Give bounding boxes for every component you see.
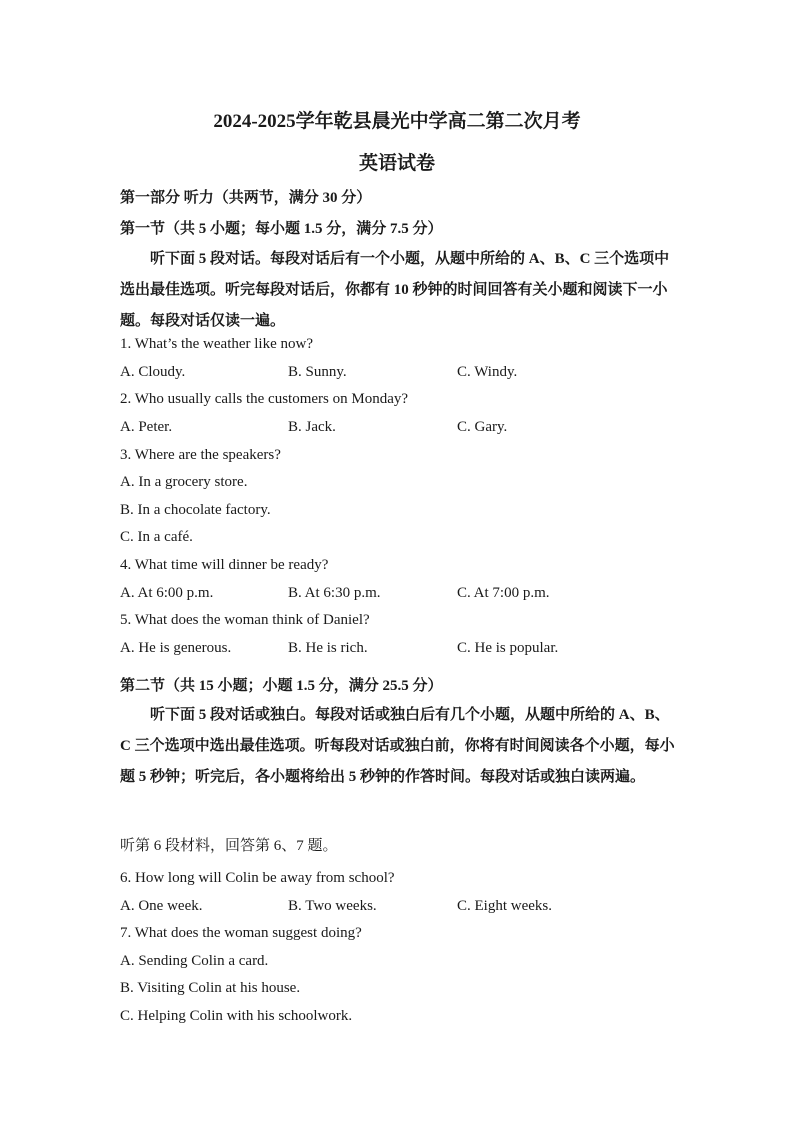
question-6-option-c: C. Eight weeks. bbox=[457, 898, 552, 914]
exam-subtitle: 英语试卷 bbox=[358, 153, 435, 174]
question-2-option-a: A. Peter. bbox=[120, 419, 173, 435]
section1-instructions: 听下面 5 段对话。每段对话后有一个小题，从题中所给的 A、B、C 三个选项中选出最佳选项。听完每段对话后，你都有 10 秒钟的时间回答有关小题和阅读下一小题。每段对话仅读一遍。 bbox=[120, 251, 670, 329]
question-6-option-b: B. Two weeks. bbox=[288, 898, 377, 914]
question-6-stem: 6. How long will Colin be away from school? bbox=[120, 870, 395, 886]
question-6-option-a: A. One week. bbox=[120, 898, 203, 914]
question-7-stem: 7. What does the woman suggest doing? bbox=[120, 925, 362, 941]
exam-title: 2024-2025学年乾县晨光中学高二第二次月考 bbox=[213, 111, 581, 132]
question-3-stem: 3. Where are the speakers? bbox=[120, 447, 281, 463]
material-6-note: 听第 6 段材料，回答第 6、7 题。 bbox=[120, 838, 338, 854]
question-4-option-c: C. At 7:00 p.m. bbox=[457, 585, 550, 601]
question-1-option-c: C. Windy. bbox=[457, 364, 518, 380]
question-7-option-a: A. Sending Colin a card. bbox=[120, 953, 269, 969]
question-1-stem: 1. What’s the weather like now? bbox=[120, 336, 313, 352]
question-3-option-a: A. In a grocery store. bbox=[120, 474, 248, 490]
section1-heading: 第一节（共 5 小题；每小题 1.5 分，满分 7.5 分） bbox=[120, 221, 443, 237]
question-3-option-b: B. In a chocolate factory. bbox=[120, 502, 271, 518]
part1-heading: 第一部分 听力（共两节，满分 30 分） bbox=[120, 190, 372, 206]
question-5-stem: 5. What does the woman think of Daniel? bbox=[120, 612, 370, 628]
question-4-option-a: A. At 6:00 p.m. bbox=[120, 585, 214, 601]
question-5-option-b: B. He is rich. bbox=[288, 640, 368, 656]
section2-instructions: 听下面 5 段对话或独白。每段对话或独白后有几个小题，从题中所给的 A、B、C 三个选项中选出最佳选项。听每段对话或独白前，你将有时间阅读各个小题，每小题 5 秒钟；听完后，各小题将给出 5 秒钟的作答时间。每段对话或独白读两遍。 bbox=[120, 707, 675, 785]
question-5-option-a: A. He is generous. bbox=[120, 640, 232, 656]
question-5-option-c: C. He is popular. bbox=[457, 640, 559, 656]
question-3-option-c: C. In a café. bbox=[120, 529, 193, 545]
section2-heading: 第二节（共 15 小题；小题 1.5 分，满分 25.5 分） bbox=[120, 678, 443, 694]
question-7-option-b: B. Visiting Colin at his house. bbox=[120, 980, 301, 996]
question-2-option-b: B. Jack. bbox=[288, 419, 336, 435]
question-1-option-a: A. Cloudy. bbox=[120, 364, 186, 380]
question-7-option-c: C. Helping Colin with his schoolwork. bbox=[120, 1008, 353, 1024]
question-2-option-c: C. Gary. bbox=[457, 419, 508, 435]
question-4-stem: 4. What time will dinner be ready? bbox=[120, 557, 329, 573]
question-4-option-b: B. At 6:30 p.m. bbox=[288, 585, 381, 601]
question-1-option-b: B. Sunny. bbox=[288, 364, 347, 380]
question-2-stem: 2. Who usually calls the customers on Monday? bbox=[120, 391, 409, 407]
